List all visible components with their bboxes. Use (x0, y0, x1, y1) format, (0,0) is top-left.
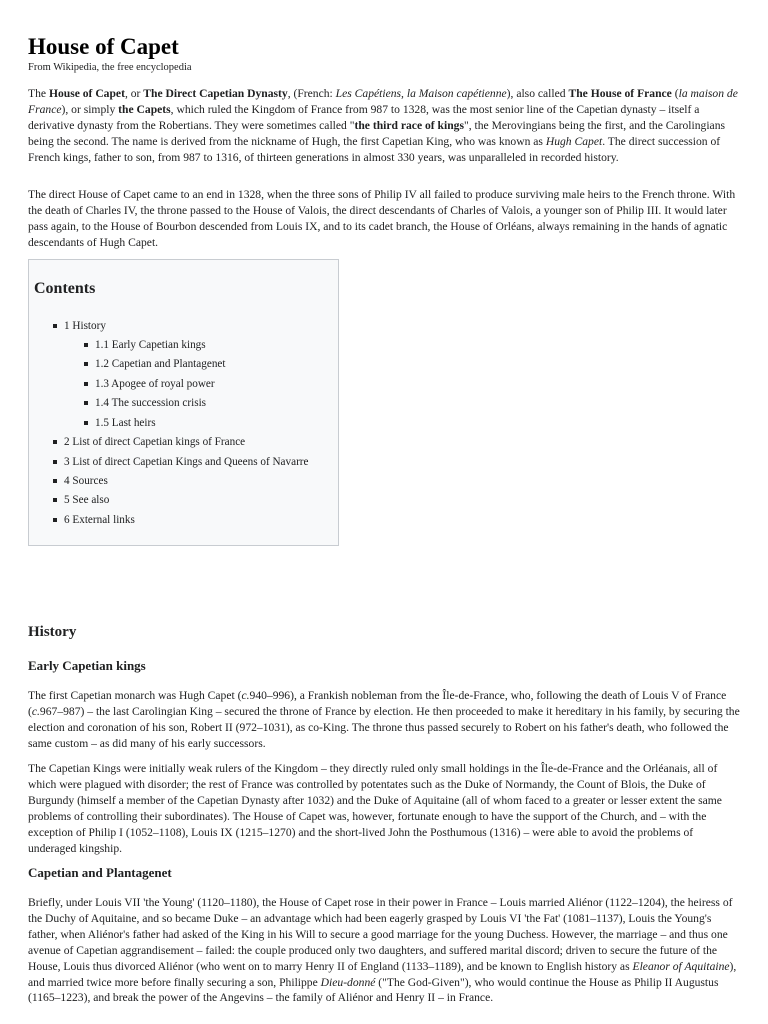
italic-text: c. (31, 704, 40, 718)
text-run: The direct House of Capet came to an end in 1328, when the three sons of Philip IV all failed to produce surviving male heirs to the French throne. With the death of Charles IV, the throne passed to the House of Valois, the direct descendants of Charles of Valois, a younger son of Philip III. It would later pass again, to the House of Bourbon descended from Louis IX, and to its cadet branch, the House of Orléans, always remaining in the hands of agnatic descendants of Hugh Capet. (28, 188, 736, 249)
toc-link[interactable]: 1.2 Capetian and Plantagenet (95, 358, 226, 370)
text-run: ), or simply (61, 102, 119, 116)
toc-item-see-also[interactable] (64, 493, 109, 507)
toc-link[interactable]: 1.5 Last heirs (95, 417, 156, 429)
text-run: The first Capetian monarch was Hugh Capet ( (28, 689, 242, 702)
italic-text: c. (241, 689, 250, 702)
italic-text: la maison de France (28, 87, 738, 116)
plantagenet-paragraph-1 (28, 895, 743, 1006)
text-run: ), also called (506, 87, 569, 100)
text-run: 940–996), a Frankish nobleman from the Île-de-France, who, following the death of Louis V of France ( (28, 689, 727, 718)
bold-text: the third race of kings (354, 118, 464, 132)
site-tagline: From Wikipedia, the free encyclopedia (28, 62, 192, 73)
toc-link[interactable]: 5 See also (64, 494, 110, 506)
text-run: . The direct succession of French kings, father to son, from 987 to 1316, of thirteen generations in almost 330 years, was unparalleled in recorded history. (28, 134, 721, 164)
toc-link[interactable]: 3 List of direct Capetian Kings and Queens of Navarre (64, 456, 309, 468)
toc-item-list-navarre[interactable] (64, 455, 309, 469)
bold-text: The Direct Capetian Dynasty (143, 87, 288, 100)
text-run: , (French: (287, 87, 336, 100)
text-run: The (28, 87, 49, 100)
text-run: ("The God-Given"), who would continue the House as Philip II Augustus (1165–1223), and break the power of the Angevins – the family of Aliénor and Henry II – in France. (28, 975, 719, 1005)
italic-text: Hugh Capet (545, 134, 603, 148)
toc-item-history[interactable] (64, 319, 106, 333)
toc-item-succession-crisis[interactable] (95, 396, 206, 410)
toc-title: Contents (34, 280, 96, 297)
toc-link[interactable]: 1.4 The succession crisis (95, 397, 207, 409)
subsection-heading-capetian-and-plantagenet: Capetian and Plantagenet (28, 865, 172, 880)
italic-text: Dieu-donné (320, 975, 376, 989)
text-run: 967–987) – the last Carolingian King – secured the throne of France by election. He then proceeded to make it hereditary in his family, by securing the election and coronation of his son, Robert II (972–1031), as co-King. The throne thus passed securely to Robert on his father's death, who followed the same custom – as did many of his early successors. (28, 704, 740, 750)
bold-text: The House of France (568, 87, 672, 100)
toc-item-external-links[interactable] (64, 513, 135, 527)
toc-item-apogee-of-royal-power[interactable] (95, 377, 215, 391)
early-capetian-paragraph-1 (28, 688, 743, 752)
intro-paragraph-2 (28, 187, 743, 251)
toc-item-last-heirs[interactable] (95, 416, 156, 430)
toc-item-list-kings-france[interactable] (64, 435, 245, 449)
toc-link[interactable]: 1 History (64, 320, 106, 332)
italic-text: Eleanor of Aquitaine (632, 959, 730, 973)
italic-text: Les Capétiens, la Maison capétienne (335, 87, 507, 100)
text-run: ", the Merovingians being the first, and the Carolingians being the second. The name is derived from the nickname of Hugh, the first Capetian King, who was known as (28, 118, 726, 148)
toc-link[interactable]: 4 Sources (64, 475, 108, 487)
bold-text: House of Capet (48, 87, 125, 100)
text-run: , which ruled the Kingdom of France from 987 to 1328, was the most senior line of the Capetian dynasty – itself a derivative dynasty from the Robertians. They were sometimes called " (28, 102, 700, 132)
page-title: House of Capet (28, 34, 179, 59)
text-run: ( (671, 87, 679, 100)
toc-link[interactable]: 1.3 Apogee of royal power (95, 378, 215, 390)
toc-item-capetian-and-plantagenet[interactable] (95, 357, 225, 371)
bold-text: the Capets (118, 102, 171, 116)
text-run: ), and married twice more before finally securing a son, Philippe (28, 959, 737, 989)
toc-item-sources[interactable] (64, 474, 108, 488)
early-capetian-paragraph-2 (28, 761, 743, 856)
table-of-contents (28, 259, 339, 546)
toc-link[interactable]: 1.1 Early Capetian kings (95, 339, 206, 351)
text-run: , or (124, 87, 144, 100)
intro-paragraph-1 (28, 86, 743, 166)
toc-link[interactable]: 2 List of direct Capetian kings of France (64, 436, 246, 448)
toc-link[interactable]: 6 External links (64, 514, 135, 526)
text-run: Briefly, under Louis VII 'the Young' (1120–1180), the House of Capet rose in their power in France – Louis married Aliénor (1122–1204), the heiress of the Duchy of Aquitaine, and so became Duke – an advantage which had been eagerly grasped by Louis VI 'the Fat' (1081–1137), Louis the Young's father, when Aliénor's father had asked of the King in his Will to secure a good marriage for the young Duchess. However, the marriage – and thus one avenue of Capetian aggrandisement – failed: the couple produced only two daughters, and suffered marital discord; driven to secure the future of the House, Louis thus divorced Aliénor (who went on to marry Henry II of England (1133–1189), and be known to English history as (28, 896, 733, 973)
subsection-heading-early-capetian-kings: Early Capetian kings (28, 658, 146, 673)
section-heading-history: History (28, 624, 77, 640)
text-run: The Capetian Kings were initially weak rulers of the Kingdom – they directly ruled only small holdings in the Île-de-France and the Orléanais, all of which were plagued with disorder; the rest of France was controlled by potentates such as the Duke of Normandy, the Count of Blois, the Duke of Burgundy (himself a member of the Capetian Dynasty after 1032) and the Duke of Aquitaine (all of whom faced to a greater or lesser extent the same problems of controlling their subordinates). The House of Capet was, however, fortunate enough to have the support of the Church, and – with the exception of Philip I (1052–1108), Louis IX (1215–1270) and the short-lived John the Posthumous (1316) – were able to avoid the problems of underaged kingship. (28, 762, 722, 855)
toc-item-early-capetian-kings[interactable] (95, 338, 206, 352)
